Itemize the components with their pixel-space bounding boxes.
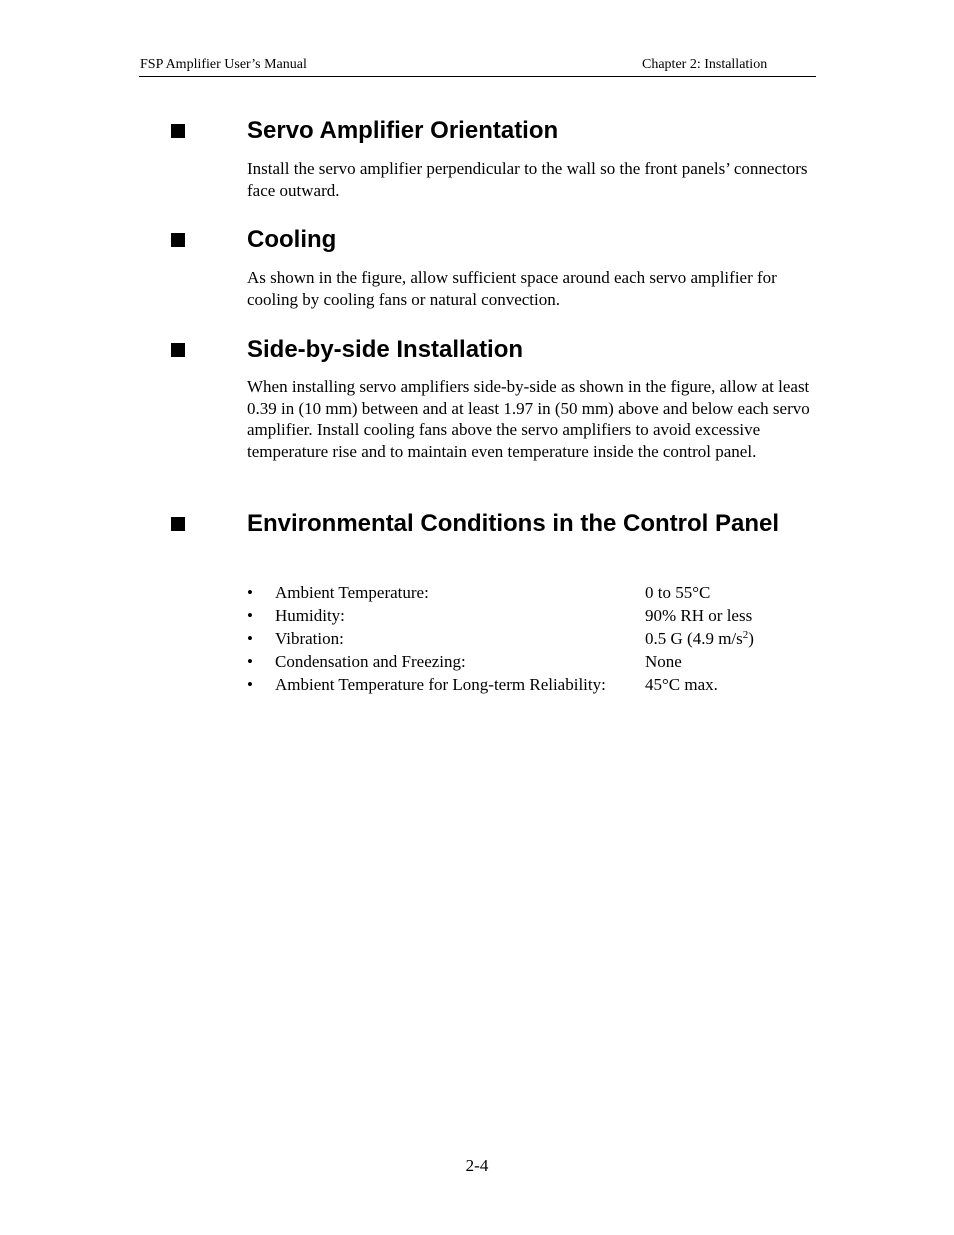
condition-value: None [645,652,682,671]
list-item [247,604,817,627]
bullet-dot-icon: • [247,606,253,625]
section-paragraph: As shown in the figure, allow sufficient space around each servo amplifier for cooling by cooling fans or natural convection. [247,268,777,309]
list-item [247,581,817,604]
section-heading: Cooling [247,226,337,253]
condition-value-wrapper [645,627,754,650]
section-heading: Servo Amplifier Orientation [247,117,559,144]
list-item [247,650,817,673]
section-paragraph: When installing servo amplifiers side-by-side as shown in the figure, allow at least 0.39 in (10 mm) between and at least 1.97 in (50 mm) above and below each servo amplifier. Install cooling fans above the servo amplifiers to avoid excessive temperature rise and to maintain even temperature inside the control panel. [247,377,810,461]
condition-value: 0 to 55°C [645,583,711,602]
square-bullet-icon [171,343,185,357]
manual-title: FSP Amplifier User’s Manual [140,57,307,72]
list-item [247,673,817,696]
exponent: 2 [742,629,749,641]
chapter-title: Chapter 2: Installation [642,57,768,72]
square-bullet-icon [171,517,185,531]
bullet-dot-icon: • [247,675,253,694]
page-header [139,56,816,77]
condition-value: 45°C max. [645,675,718,694]
section-heading: Side-by-side Installation [247,336,524,363]
bullet-dot-icon: • [247,629,253,648]
condition-value-suffix: ) [748,629,754,648]
condition-label: Ambient Temperature: [275,583,429,602]
condition-label: Vibration: [275,629,344,648]
section-paragraph: Install the servo amplifier perpendicular to the wall so the front panels’ connectors face outward. [247,159,808,200]
condition-value: 90% RH or less [645,606,753,625]
condition-label: Ambient Temperature for Long-term Reliability: [275,675,606,694]
section-heading: Environmental Conditions in the Control Panel [247,510,780,537]
bullet-dot-icon: • [247,652,253,671]
square-bullet-icon [171,233,185,247]
environment-list [247,581,817,696]
list-item [247,627,817,650]
bullet-dot-icon: • [247,583,253,602]
square-bullet-icon [171,124,185,138]
condition-label: Humidity: [275,606,345,625]
page-number: 2-4 [465,1156,489,1175]
condition-value: 0.5 G (4.9 m/s [645,629,743,648]
condition-label: Condensation and Freezing: [275,652,466,671]
